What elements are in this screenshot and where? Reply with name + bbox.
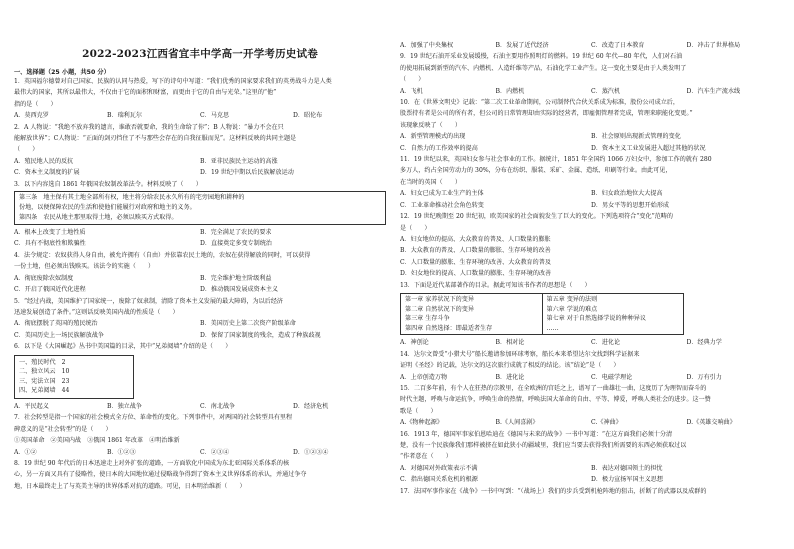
q10-options — [400, 143, 782, 154]
question-line: 是（ ） — [400, 224, 431, 232]
option: D．汽车生产流水线 — [686, 87, 741, 95]
option: A．飞机 — [400, 87, 423, 95]
option: D．①②③④ — [293, 448, 329, 456]
option: C．自然力的工作效率的提高 — [400, 144, 478, 152]
chapter-entry: 第六章 学说的难点 — [546, 305, 598, 313]
question-line: 楚，没有一个民族像我们那样被挤在如此狭小的疆域里，我们应当要去获得我们所需要的东西必须获取过以 — [400, 441, 687, 449]
option: C．指出德国关系危机的根源 — [400, 476, 478, 484]
question-line: 9．19 世纪石油开采业发展缓慢，石油主要用作照明灯的燃料。19 世纪 60 年代—80 年代，人们对石油 — [400, 53, 683, 61]
option: B．独立战争 — [107, 402, 142, 410]
chapter-entry: …… — [546, 324, 559, 332]
right-column — [400, 0, 782, 497]
option: D．直接奠定多变专制统治 — [200, 240, 272, 248]
option: C．南北战争 — [200, 402, 236, 410]
q13-contents-box — [400, 293, 684, 335]
option: C．改造了日本教育 — [591, 42, 645, 49]
q7-options — [14, 447, 386, 458]
q4-options — [14, 284, 386, 295]
question-line: 时代主题，呼唤与命运抗争，呼唤生命的热情，呼唤法国大革命的自由、平等、博爱，呼唤人类社会的进步。这一赞 — [400, 396, 711, 404]
q10-options — [400, 131, 782, 142]
option: C．美国历史上一场民族解放战争 — [14, 331, 104, 339]
option: D．妇女地位的提高、人口数量的膨胀、生存环境的改善 — [400, 270, 552, 278]
option: C．蒸汽机 — [591, 87, 621, 95]
option: C．进化论 — [591, 339, 621, 347]
question-line: 13．下面是近代某部著作的目录。据此可知该书作者的思想是（ ） — [400, 281, 591, 289]
option: D．冲击了世界格局 — [686, 42, 741, 49]
question-line: 16．1913 年，德国军事家伯恩哈迪在《德国与未来的战争》一书中写道：“在这方面我们必须十分清 — [400, 430, 673, 438]
option: D．资本主义工业发展进入超过其他的状况 — [591, 144, 706, 152]
option: A．平民起义 — [14, 402, 49, 410]
section-heading: 一、选择题（25 小题，共50 分） — [14, 69, 110, 76]
option: D．万有引力 — [686, 373, 722, 381]
q2-options — [14, 156, 386, 167]
question-line: 8．19 世纪 90 年代后的日本迅速走上对外扩张的道路，一方面软化中国成为东北亚国际关系体系的核 — [14, 459, 290, 467]
source-line: 第三条 地主保有其土地全部所有权，地主将分给农民永久所有的宅旁园地和耕种的 — [19, 194, 245, 202]
option: A．①② — [14, 448, 37, 456]
option: C．马克思 — [200, 112, 230, 120]
option: A．殖民地人民的反抗 — [14, 157, 74, 165]
chapter-entry: 第五章 变异的法则 — [546, 295, 598, 303]
option: B．进化论 — [495, 373, 525, 381]
option: B．美国历史上第二次资产阶级革命 — [200, 320, 296, 328]
q8-options — [400, 40, 782, 51]
option: B．完全满足了农民的要求 — [200, 229, 272, 237]
q3-options — [14, 238, 386, 249]
question-line: 12．19 世纪晚期至 20 世纪初，欧美国家的社会面貌发生了巨大的变化。下列选项符合“变化”范畴的 — [400, 213, 673, 221]
question-line: 的使用拓展到新型的汽车、内燃机、人造纤维等产品，石油化学工业产生。这一变化主要是由于人类发明了 — [400, 64, 687, 72]
option: A．莫西克罗 — [14, 112, 49, 120]
question-line: 多万人，约占全国劳动力的 30%，分布在纺织、服装、采矿、金属、造纸、印刷等行业。由此可见， — [400, 167, 672, 175]
chapter-entry: 第二章 自然状况下的变异 — [405, 305, 474, 313]
option: D．极力宣扬军国主义思想 — [591, 476, 663, 484]
source-line: 第四条 农民从地主那里取得土地，必须以赎买方式取得。 — [19, 214, 178, 222]
question-line: 心，另一方面又具有了侵略性，使日本的大国地位通过侵略战争得到了资本主义世界体系的承认，并通过争夺 — [14, 471, 307, 479]
chapter-entry: 第七章 对于自然选择学说的种种异议 — [546, 315, 646, 323]
toc-entry: 一、殖民时代 2 — [19, 358, 66, 366]
option: D．推动俄国发展成资本主义 — [200, 286, 279, 294]
option: A．新型管理模式的出现 — [400, 133, 466, 141]
q1-options — [14, 110, 386, 121]
option: C．资本主义制度的扩展 — [14, 169, 80, 177]
option: B.《人间喜剧》 — [495, 419, 539, 427]
option: D.《英雄交响曲》 — [686, 419, 736, 427]
option: A．神创论 — [400, 339, 429, 347]
q16-options — [400, 463, 782, 474]
option: C．②③④ — [200, 448, 230, 456]
chapter-entry: 第一章 家养状况下的变异 — [405, 295, 474, 303]
option: D．经典力学 — [686, 339, 722, 347]
source-line: 份地，以便保障农民的生活和使他们能履行对政府和地主的义务。 — [19, 204, 196, 212]
question-line: 2．A 人物说：“我绝不放弃我的遗言，谁敢否就要命，我的生命给了你”；B 人物说：“暴力不会在只 — [14, 123, 284, 131]
question-line: 3．以下内容选自 1861 年俄国农奴制改革法令。材料反映了（ ） — [14, 180, 202, 188]
option: A．彻底摆脱了英国的殖民统治 — [14, 320, 98, 328]
question-line: 14．达尔文曾受“小猎犬号”船长邀请参加环球考察，船长本来希望达尔文找到科学证据来 — [400, 350, 640, 358]
toc-entry: 二、独立风云 10 — [19, 368, 70, 376]
option: A．妇女已成为工业生产的主体 — [400, 190, 484, 198]
question-line: 一份土地，但必须出钱赎买。该法令的实施（ ） — [14, 263, 155, 271]
question-line: 1．英国福尔德曾对自己国家、民族的认同与热爱，写下的诗句中写道：“我们优秀的国家要求我们的英勇战斗力是人类 — [14, 78, 332, 85]
q6-contents-box — [14, 355, 134, 399]
q3-options — [14, 227, 386, 238]
option: A．妇女地位的提高、大众教育的普及、人口数量的膨胀 — [400, 235, 551, 243]
option: A.《物种起源》 — [400, 419, 443, 427]
q5-options — [14, 330, 386, 341]
q5-options — [14, 318, 386, 329]
option: D．男女平等的思想开始形成 — [591, 201, 670, 209]
option: D．保留了国家制度的残余，造成了种族歧视 — [200, 331, 321, 339]
option: C．工业革命推动社会角色转变 — [400, 201, 484, 209]
option: A．加强了中央集权 — [400, 42, 454, 49]
q13-options — [400, 337, 782, 348]
question-line: 地，日本最终走上了与英美主导的世界体系对抗的道路。可见，日本明治维新（ ） — [14, 482, 246, 490]
q11-options — [400, 200, 782, 211]
question-line: “作者意在（ ） — [400, 453, 452, 461]
option: B．①②③ — [107, 448, 136, 456]
question-line: 能解放世界”；C人物说：“正面的剑刃挡住了不与那些会存在的自我征服而见”。这材料反映的共同主题是 — [14, 135, 297, 143]
q4-options — [14, 273, 386, 284]
question-line: 6．以下是《大国崛起》丛书中美国篇的目录，其中“兄弟阋墙”介绍的是（ ） — [14, 343, 232, 351]
option: A．上帝创造万物 — [400, 373, 448, 381]
option: C．具有不彻底性和欺骗性 — [14, 240, 86, 248]
question-line: 在当时的英国（ ） — [400, 178, 461, 186]
question-line: 指的是（ ） — [14, 100, 57, 108]
exam-title: 2022-2023江西省宜丰中学高一开学考历史试卷 — [82, 48, 318, 60]
chapter-entry: 第四章 自然选择：即最适者生存 — [405, 324, 493, 332]
toc-entry: 四、兄弟阋墙 44 — [19, 387, 70, 395]
option: C．电磁学理论 — [591, 373, 633, 381]
question-line: （ ） — [400, 76, 425, 84]
option: B．内燃机 — [495, 87, 525, 95]
option: A．对德国对外政策表示不满 — [400, 464, 478, 472]
q15-options — [400, 417, 782, 428]
q6-options — [14, 401, 386, 412]
option: B．完全维护地主阶级利益 — [200, 274, 272, 282]
option: B．表达对德国领土的担忧 — [591, 464, 663, 472]
option: D．19 世纪中期以后民族解放运动 — [200, 169, 294, 177]
question-line: 该现象反映了（ ） — [400, 121, 461, 129]
question-line: 最伟大的国家，其所以最伟大，不仅由于它的面积和财富，而更由于它的自由与光荣。”这里的“他” — [14, 89, 277, 97]
option: B．亚非民族民主运动的高涨 — [200, 157, 278, 165]
question-line: 股票持有者是公司的所有者，但公司的日常管理却由实际的经营者，即雇佣管理者完成，管理来职能化变更。” — [400, 110, 693, 118]
option: D．经济危机 — [293, 402, 329, 410]
option: B．大众教育的普及、人口数量的膨胀、生存环境的改善 — [400, 247, 551, 255]
option: C．开启了俄国近代化进程 — [14, 286, 86, 294]
question-line: 歌是（ ） — [400, 407, 437, 415]
option: B．社会原则出现新式管理的变化 — [591, 133, 681, 141]
option: B．相对论 — [495, 339, 525, 347]
q16-options — [400, 474, 782, 485]
question-line: （ ） — [14, 146, 39, 154]
left-column — [14, 0, 386, 492]
question-line: 11．19 世纪以来，英国妇女参与社会事业的工作。据统计，1851 年全国约 1066 万妇女中，参加工作的就有 280 — [400, 156, 712, 164]
option: C．人口数量的膨胀、生存环境的改善、大众教育的普及 — [400, 258, 551, 266]
question-line: 4．法令规定：农奴获得人身自由，被允许拥有（自由）并依靠农民土地的，农奴在获得解放的同时，可以获得 — [14, 251, 311, 259]
q14-options — [400, 372, 782, 383]
option: A．彻底废除农奴制度 — [14, 274, 74, 282]
q9-options — [400, 86, 782, 97]
question-line: 证明《圣经》的记载，达尔文的这次旅行成就了相反的结论。该“结论”是（ ） — [400, 362, 620, 370]
question-line: ①英国革命 ②美国内战 ③俄国 1861 年改革 ④明治维新 — [14, 437, 180, 445]
q3-source-box — [14, 191, 386, 225]
question-line: 17．法国军事作家在《战争》一书中写到：“（战场上）我们的步兵受到机枪阵地的狙击，折断了的武器以及成群的 — [400, 487, 707, 495]
question-line: 5．“经过内战，美国维护了国家统一，废除了奴隶制，清除了资本主义发展的最大障碍，为以后经济 — [14, 297, 284, 305]
question-line: 10．在《世界文明史》记载：“第二次工业革命期间，公司制替代合伙关系成为标准，股份公司成立后， — [400, 99, 679, 107]
question-line: 碑意义的是“社会转型”的是（ ） — [14, 425, 112, 433]
option: A．根本上改变了土地性质 — [14, 229, 86, 237]
q2-options — [14, 167, 386, 178]
question-line: 迅速发展创造了条件。”这则话反映美国内战的性质是（ ） — [14, 308, 179, 316]
q11-options — [400, 188, 782, 199]
contents-left — [401, 294, 542, 334]
option: D．昭伦布 — [293, 112, 323, 120]
option: B．瑞利瓦尔 — [107, 112, 142, 120]
option: B．发展了近代经济 — [495, 42, 549, 49]
option: C.《神曲》 — [591, 419, 622, 427]
option: B．妇女政治地位大大提高 — [591, 190, 663, 198]
question-line: 15．二百多年前，有个人在狂热的宗教里，在全欧洲的宫廷之上，谱写了一曲雄壮一曲，这度历了为理智而奋斗的 — [400, 384, 707, 392]
chapter-entry: 第三章 生存斗争 — [405, 315, 450, 323]
toc-entry: 三、宪法立国 23 — [19, 377, 70, 385]
question-line: 7．社会转型是指一个国家的社会模式全方位、革命性的变化。下列事件中，对两国的社会转型具有里程 — [14, 414, 293, 422]
contents-right — [542, 294, 684, 334]
